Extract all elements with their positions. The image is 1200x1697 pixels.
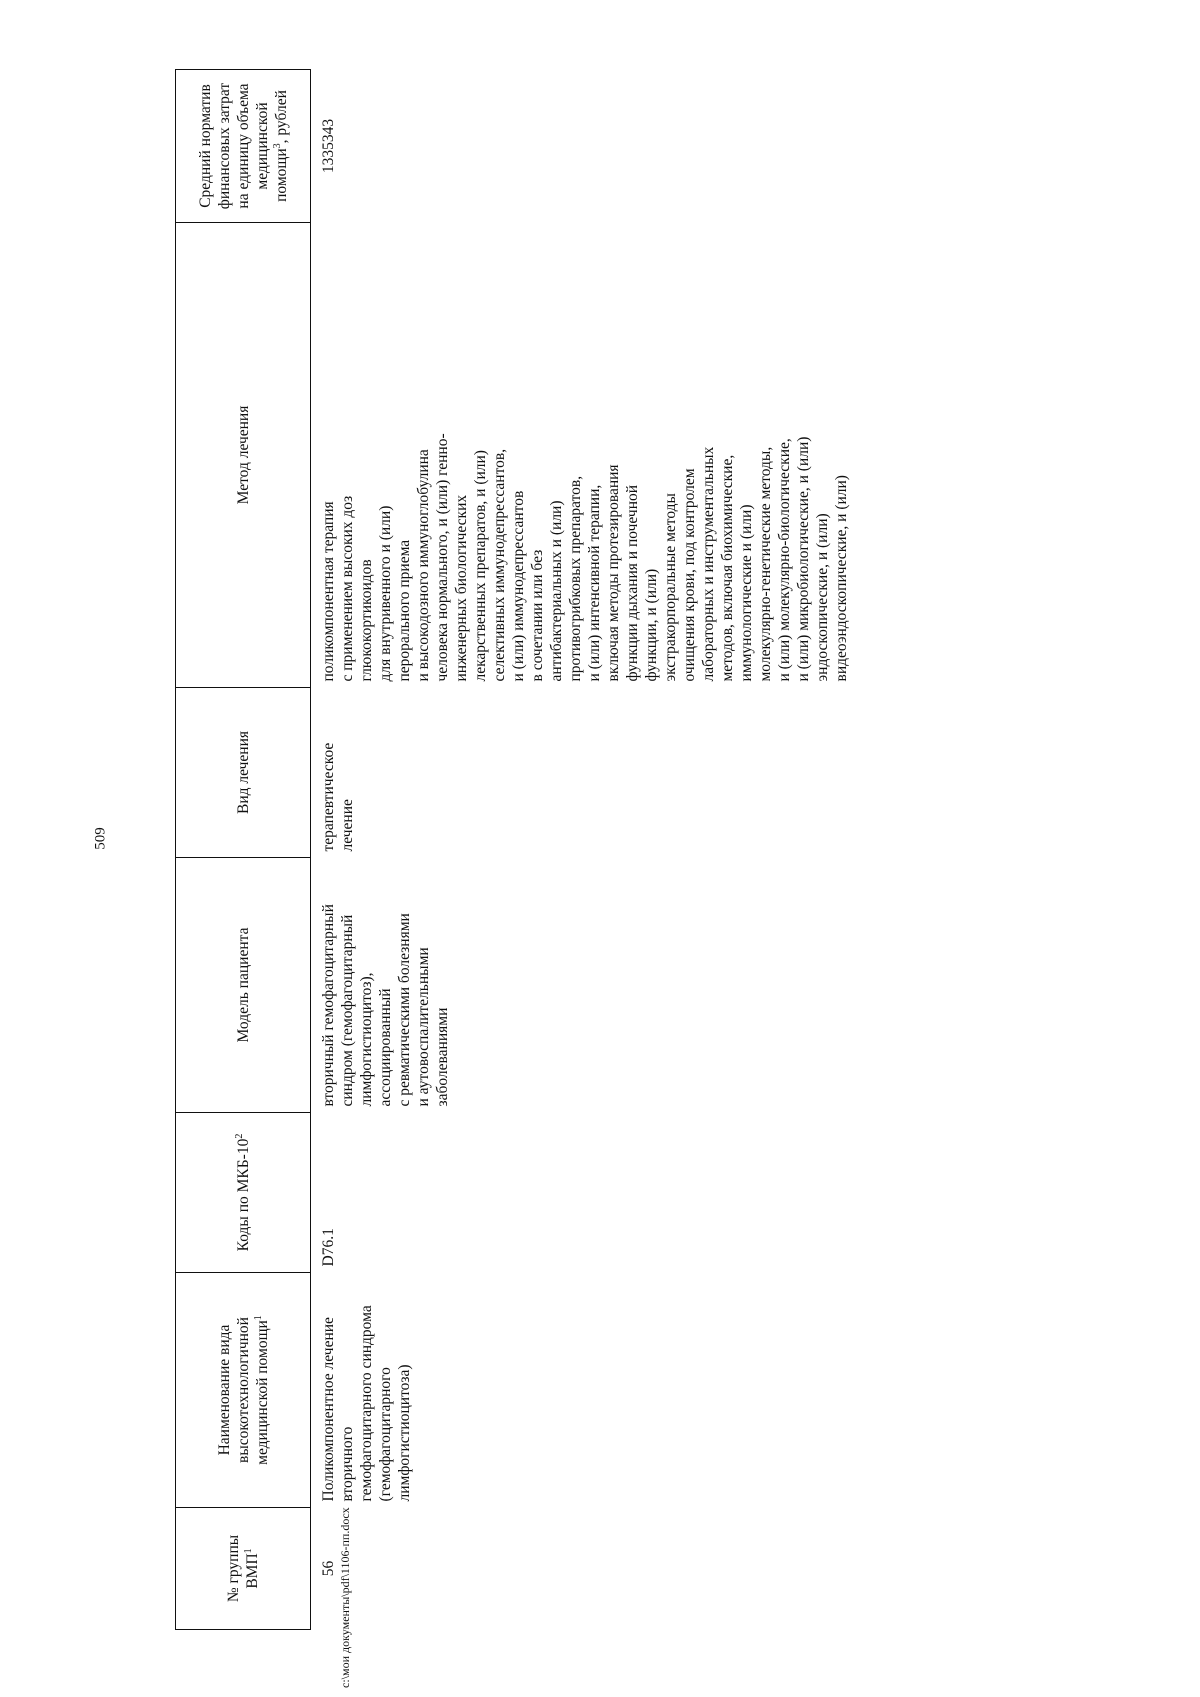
header-codes: Коды по МКБ-$10^2$ [176, 1113, 311, 1273]
cell-codes: D76.1 [320, 1228, 337, 1267]
header-method: Метод лечения [176, 223, 311, 688]
cell-group-no: 56 [320, 1560, 337, 1577]
table-header-row [176, 70, 311, 1630]
cell-cost: 1335343 [320, 118, 337, 174]
header-model: Модель пациента [176, 858, 311, 1113]
header-name: Наименование вида высокотехнологичной медицинской помощи$^1$ [176, 1273, 311, 1508]
header-kind: Вид лечения [176, 688, 311, 858]
cell-model: вторичный гемофагоцитарный синдром (гемофагоцитарный лимфогистиоцитоз), ассоциированный с ревматическими болезнями и аутовоспалительными заболеваниями [320, 904, 451, 1107]
table-row [311, 70, 860, 1630]
rotated-table-container [175, 70, 995, 1630]
cell-kind: терапевтическое лечение [320, 742, 356, 852]
cell-name: Поликомпонентное лечение вторичного гемофагоцитарного синдрома (гемофагоцитарного лимфогистиоцитоза) [320, 1305, 413, 1502]
vmp-table [175, 69, 859, 1630]
footer-file-path: c:\мои документы\pdf\1106-пп.docx [338, 1507, 352, 1688]
header-cost: Средний норматив финансовых затрат на единицу объема медицинской помощи$^3$, рублей [176, 70, 311, 223]
page-number: 509 [92, 827, 109, 850]
cell-method: поликомпонентная терапия с применением высоких доз глюкокортикоидов для внутривенного и (или) перорального приема и высокодозного иммуноглобулина человека нормального, и (или) генно- инженерных биологических лекарственных препаратов, и (или) селективных иммунодепрессантов, и (или) иммунодепрессантов в сочетании или без антибактериальных и (или) противогрибковых препаратов, и (или) интенсивной терапии, включая методы протезирования функции дыхания и почечной функции, и (или) экстракорпоральные методы очищения крови, под контролем лабораторных и инструментальных методов, включая биохимические, иммунологические и (или) молекулярно-генетические методы, и (или) молекулярно-биологические, и (или) микробиологические, и (или) эндоскопические, и (или) видеоэндоскопические, и (или) [320, 433, 850, 682]
header-group-no: № группы ВМП$^1$ [176, 1508, 311, 1630]
